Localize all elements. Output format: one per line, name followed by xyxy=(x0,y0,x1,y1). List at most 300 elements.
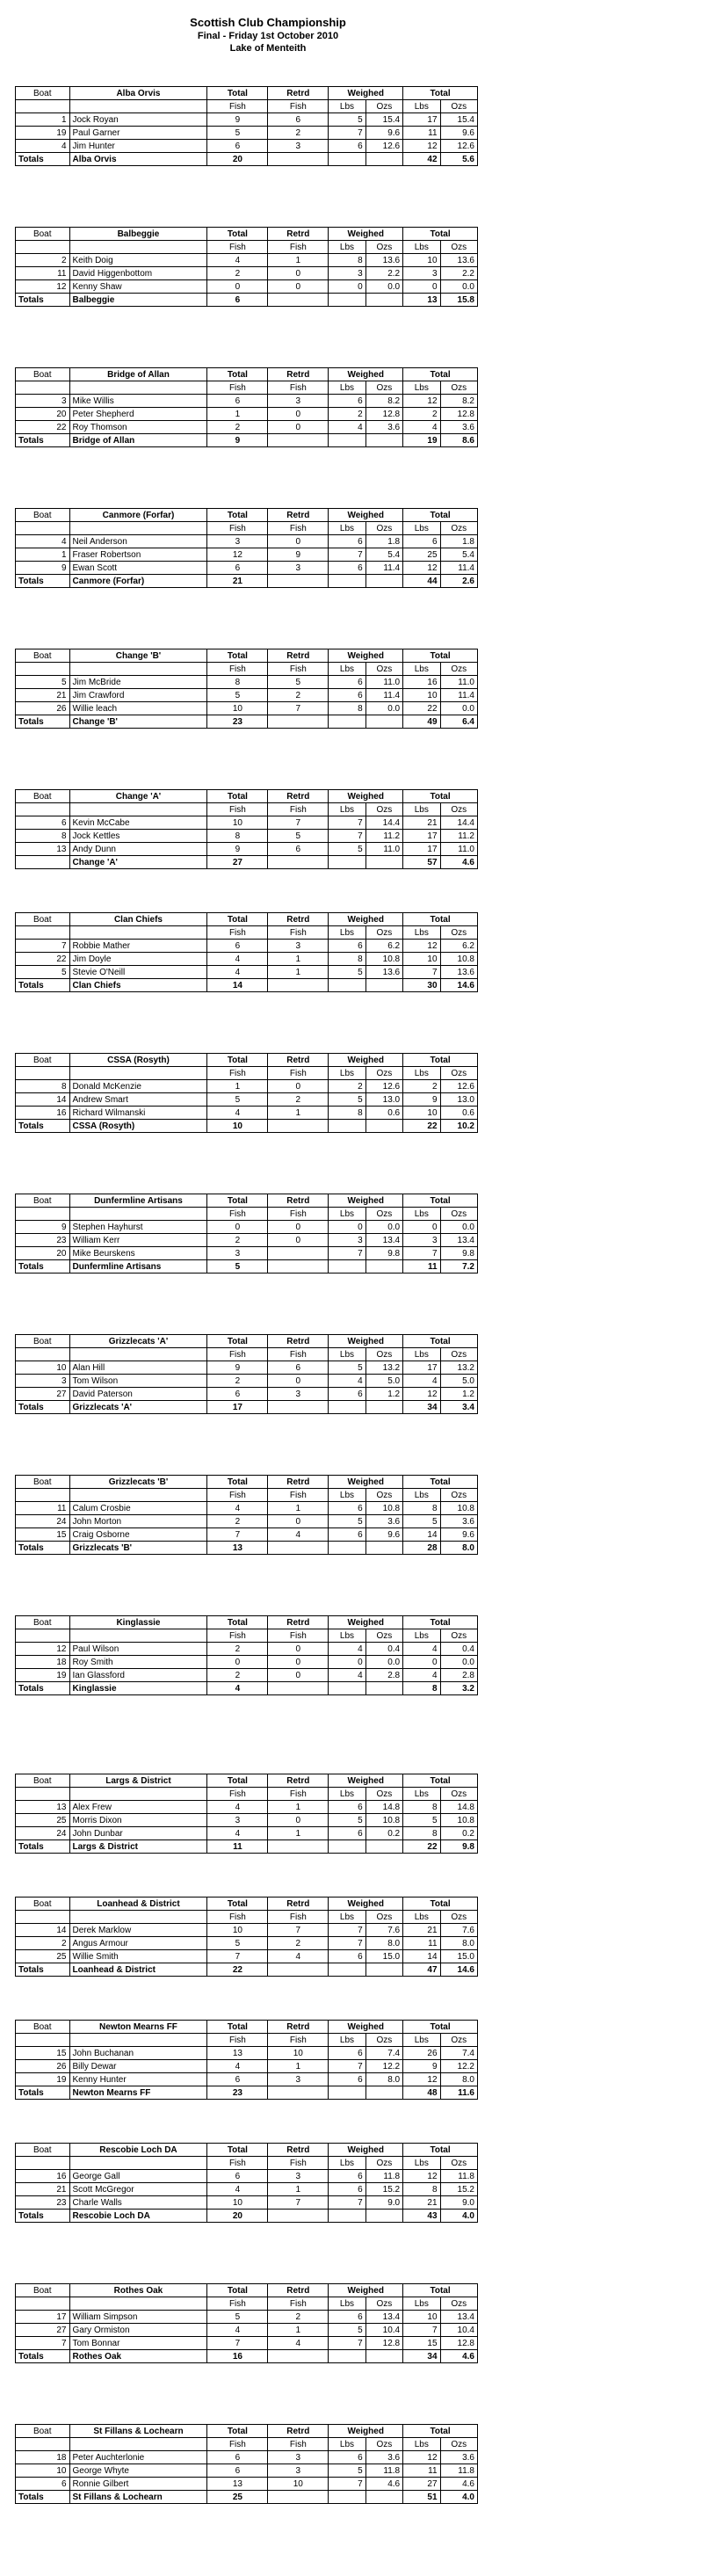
total-ozs: 12.8 xyxy=(440,408,477,421)
total-ozs: 8.2 xyxy=(440,395,477,408)
totals-club-name: Loanhead & District xyxy=(69,1963,207,1977)
fish-total: 0 xyxy=(207,1221,268,1234)
col-ozs-header: Ozs xyxy=(440,522,477,535)
blank-cell xyxy=(329,294,365,307)
weighed-ozs: 14.8 xyxy=(365,1801,402,1814)
angler-row xyxy=(16,1801,478,1814)
angler-row xyxy=(16,1375,478,1388)
club-table xyxy=(15,649,478,729)
weighed-ozs: 15.4 xyxy=(365,113,402,127)
angler-name: Ian Glassford xyxy=(69,1669,207,1682)
col-total-header: Total xyxy=(207,1774,268,1788)
fish-total: 8 xyxy=(207,676,268,689)
col-total-weight-header: Total xyxy=(403,1194,478,1208)
subheader-row xyxy=(16,1788,478,1801)
subheader-row xyxy=(16,522,478,535)
angler-name: Craig Osborne xyxy=(69,1528,207,1542)
boat-number: 27 xyxy=(16,1388,70,1401)
col-fish-header: Fish xyxy=(268,926,329,940)
weighed-ozs: 12.6 xyxy=(365,1080,402,1093)
subheader-row xyxy=(16,663,478,676)
weighed-ozs: 11.8 xyxy=(365,2170,402,2183)
weighed-ozs: 12.6 xyxy=(365,140,402,153)
angler-name: David Higgenbottom xyxy=(69,267,207,280)
fish-returned: 1 xyxy=(268,2324,329,2337)
total-lbs: 4 xyxy=(403,421,440,434)
col-ozs-header: Ozs xyxy=(365,803,402,816)
total-lbs: 12 xyxy=(403,562,440,575)
weighed-lbs: 4 xyxy=(329,1669,365,1682)
blank-cell xyxy=(69,1788,207,1801)
header-row xyxy=(16,1335,478,1348)
angler-name: Ronnie Gilbert xyxy=(69,2478,207,2491)
angler-name: Jock Kettles xyxy=(69,830,207,843)
blank-cell xyxy=(268,715,329,729)
weighed-lbs: 8 xyxy=(329,702,365,715)
fish-returned: 2 xyxy=(268,2311,329,2324)
club-table xyxy=(15,789,478,869)
angler-name: Jim McBride xyxy=(69,676,207,689)
col-lbs-header: Lbs xyxy=(329,1489,365,1502)
fish-total: 5 xyxy=(207,1093,268,1107)
blank-cell xyxy=(329,153,365,166)
club-name: Bridge of Allan xyxy=(69,368,207,381)
col-total-weight-header: Total xyxy=(403,509,478,522)
blank-cell xyxy=(365,1542,402,1555)
blank-cell xyxy=(329,1682,365,1695)
totals-lbs: 44 xyxy=(403,575,440,588)
angler-row xyxy=(16,1388,478,1401)
total-ozs: 9.0 xyxy=(440,2196,477,2210)
angler-row xyxy=(16,1247,478,1260)
total-ozs: 9.8 xyxy=(440,1247,477,1260)
angler-row xyxy=(16,1221,478,1234)
col-lbs-header: Lbs xyxy=(403,100,440,113)
boat-number: 10 xyxy=(16,1361,70,1375)
blank-cell xyxy=(69,1629,207,1643)
header-row xyxy=(16,2021,478,2034)
blank-cell xyxy=(69,663,207,676)
weighed-lbs: 0 xyxy=(329,1221,365,1234)
col-lbs-header: Lbs xyxy=(403,1348,440,1361)
col-weighed-header: Weighed xyxy=(329,368,403,381)
angler-row xyxy=(16,1361,478,1375)
weighed-lbs: 6 xyxy=(329,689,365,702)
col-lbs-header: Lbs xyxy=(329,1911,365,1924)
col-fish-header: Fish xyxy=(207,926,268,940)
col-fish-header: Fish xyxy=(207,522,268,535)
col-weighed-header: Weighed xyxy=(329,87,403,100)
blank-cell xyxy=(268,294,329,307)
total-ozs: 11.4 xyxy=(440,562,477,575)
col-total-header: Total xyxy=(207,87,268,100)
totals-ozs: 8.0 xyxy=(440,1542,477,1555)
blank-cell xyxy=(69,2157,207,2170)
weighed-lbs: 7 xyxy=(329,2478,365,2491)
total-lbs: 7 xyxy=(403,1247,440,1260)
blank-cell xyxy=(268,153,329,166)
fish-returned: 5 xyxy=(268,830,329,843)
totals-label: Totals xyxy=(16,294,70,307)
boat-number: 22 xyxy=(16,953,70,966)
fish-total: 4 xyxy=(207,966,268,979)
boat-number: 11 xyxy=(16,1502,70,1515)
col-weighed-header: Weighed xyxy=(329,2144,403,2157)
totals-label: Totals xyxy=(16,2350,70,2363)
blank-cell xyxy=(268,2210,329,2223)
weighed-ozs: 10.8 xyxy=(365,1814,402,1827)
subheader-row xyxy=(16,1911,478,1924)
total-ozs: 12.6 xyxy=(440,140,477,153)
totals-club-name: Change 'B' xyxy=(69,715,207,729)
angler-row xyxy=(16,1827,478,1840)
weighed-lbs: 4 xyxy=(329,1375,365,1388)
total-ozs: 7.4 xyxy=(440,2047,477,2060)
col-total-header: Total xyxy=(207,1194,268,1208)
col-ozs-header: Ozs xyxy=(365,522,402,535)
angler-name: David Paterson xyxy=(69,1388,207,1401)
col-fish-header: Fish xyxy=(207,1348,268,1361)
col-total-header: Total xyxy=(207,1054,268,1067)
totals-ozs: 4.6 xyxy=(440,2350,477,2363)
col-total-header: Total xyxy=(207,2144,268,2157)
col-weighed-header: Weighed xyxy=(329,913,403,926)
col-weighed-header: Weighed xyxy=(329,1774,403,1788)
col-retrd-header: Retrd xyxy=(268,1774,329,1788)
total-lbs: 10 xyxy=(403,1107,440,1120)
totals-ozs: 6.4 xyxy=(440,715,477,729)
fish-returned: 4 xyxy=(268,2337,329,2350)
header-row xyxy=(16,649,478,663)
totals-fish: 22 xyxy=(207,1963,268,1977)
weighed-lbs: 6 xyxy=(329,1528,365,1542)
blank-cell xyxy=(69,522,207,535)
angler-row xyxy=(16,1669,478,1682)
club-name: Change 'B' xyxy=(69,649,207,663)
weighed-lbs: 7 xyxy=(329,2060,365,2073)
col-fish-header: Fish xyxy=(207,1788,268,1801)
col-total-header: Total xyxy=(207,1898,268,1911)
total-lbs: 5 xyxy=(403,1515,440,1528)
fish-returned: 0 xyxy=(268,1080,329,1093)
weighed-lbs: 7 xyxy=(329,1924,365,1937)
angler-row xyxy=(16,816,478,830)
weighed-lbs: 5 xyxy=(329,1093,365,1107)
col-weighed-header: Weighed xyxy=(329,1898,403,1911)
weighed-lbs: 6 xyxy=(329,1502,365,1515)
totals-label: Totals xyxy=(16,2210,70,2223)
col-retrd-header: Retrd xyxy=(268,1335,329,1348)
totals-row xyxy=(16,1260,478,1273)
blank-cell xyxy=(329,1542,365,1555)
totals-club-name: Grizzlecats 'A' xyxy=(69,1401,207,1414)
col-lbs-header: Lbs xyxy=(403,522,440,535)
blank-cell xyxy=(69,1911,207,1924)
blank-cell xyxy=(16,100,70,113)
angler-name: Paul Garner xyxy=(69,127,207,140)
boat-number: 9 xyxy=(16,562,70,575)
totals-lbs: 11 xyxy=(403,1260,440,1273)
fish-returned: 1 xyxy=(268,254,329,267)
weighed-lbs: 0 xyxy=(329,280,365,294)
col-total-weight-header: Total xyxy=(403,1054,478,1067)
col-total-weight-header: Total xyxy=(403,790,478,803)
boat-number: 7 xyxy=(16,940,70,953)
total-lbs: 4 xyxy=(403,1669,440,1682)
totals-lbs: 8 xyxy=(403,1682,440,1695)
boat-number: 3 xyxy=(16,1375,70,1388)
totals-row xyxy=(16,1682,478,1695)
weighed-ozs: 15.2 xyxy=(365,2183,402,2196)
col-fish-header: Fish xyxy=(268,1911,329,1924)
subheader-row xyxy=(16,2157,478,2170)
col-total-header: Total xyxy=(207,1616,268,1629)
col-total-header: Total xyxy=(207,649,268,663)
total-ozs: 9.6 xyxy=(440,1528,477,1542)
col-total-weight-header: Total xyxy=(403,87,478,100)
fish-returned: 0 xyxy=(268,408,329,421)
weighed-lbs: 6 xyxy=(329,2451,365,2464)
angler-row xyxy=(16,1924,478,1937)
boat-number: 1 xyxy=(16,548,70,562)
weighed-lbs: 6 xyxy=(329,535,365,548)
weighed-ozs: 14.4 xyxy=(365,816,402,830)
col-boat-header: Boat xyxy=(16,228,70,241)
weighed-ozs: 8.2 xyxy=(365,395,402,408)
boat-number: 23 xyxy=(16,2196,70,2210)
blank-cell xyxy=(329,2210,365,2223)
angler-name: John Buchanan xyxy=(69,2047,207,2060)
club-table xyxy=(15,1774,478,1854)
col-total-header: Total xyxy=(207,790,268,803)
fish-total: 4 xyxy=(207,2324,268,2337)
fish-total: 5 xyxy=(207,689,268,702)
boat-number: 25 xyxy=(16,1814,70,1827)
total-lbs: 11 xyxy=(403,127,440,140)
totals-label: Totals xyxy=(16,2086,70,2100)
weighed-ozs: 11.4 xyxy=(365,562,402,575)
col-fish-header: Fish xyxy=(207,2438,268,2451)
header-row xyxy=(16,913,478,926)
col-boat-header: Boat xyxy=(16,1616,70,1629)
col-ozs-header: Ozs xyxy=(440,1788,477,1801)
blank-cell xyxy=(16,1629,70,1643)
fish-total: 2 xyxy=(207,1375,268,1388)
col-ozs-header: Ozs xyxy=(365,2438,402,2451)
angler-row xyxy=(16,548,478,562)
club-table xyxy=(15,1053,478,1133)
col-total-weight-header: Total xyxy=(403,1774,478,1788)
fish-total: 10 xyxy=(207,816,268,830)
total-ozs: 2.8 xyxy=(440,1669,477,1682)
total-lbs: 6 xyxy=(403,535,440,548)
weighed-lbs: 6 xyxy=(329,140,365,153)
blank-cell xyxy=(16,2297,70,2311)
totals-label: Totals xyxy=(16,1840,70,1854)
totals-row xyxy=(16,715,478,729)
blank-cell xyxy=(268,434,329,447)
blank-cell xyxy=(268,2086,329,2100)
total-ozs: 13.6 xyxy=(440,966,477,979)
totals-row xyxy=(16,2086,478,2100)
angler-name: William Simpson xyxy=(69,2311,207,2324)
totals-row xyxy=(16,1542,478,1555)
blank-cell xyxy=(69,2034,207,2047)
totals-lbs: 28 xyxy=(403,1542,440,1555)
weighed-lbs: 7 xyxy=(329,830,365,843)
totals-label: Totals xyxy=(16,1682,70,1695)
totals-row xyxy=(16,575,478,588)
blank-cell xyxy=(16,1067,70,1080)
fish-total: 2 xyxy=(207,267,268,280)
fish-returned: 1 xyxy=(268,953,329,966)
angler-row xyxy=(16,1528,478,1542)
angler-row xyxy=(16,395,478,408)
totals-row xyxy=(16,2210,478,2223)
subheader-row xyxy=(16,241,478,254)
col-lbs-header: Lbs xyxy=(403,1911,440,1924)
angler-row xyxy=(16,2196,478,2210)
totals-row xyxy=(16,434,478,447)
col-ozs-header: Ozs xyxy=(440,1911,477,1924)
boat-number: 22 xyxy=(16,421,70,434)
fish-total: 5 xyxy=(207,1937,268,1950)
weighed-ozs: 0.6 xyxy=(365,1107,402,1120)
boat-number: 20 xyxy=(16,408,70,421)
angler-name: Kevin McCabe xyxy=(69,816,207,830)
totals-row xyxy=(16,153,478,166)
col-lbs-header: Lbs xyxy=(329,241,365,254)
fish-total: 4 xyxy=(207,254,268,267)
blank-cell xyxy=(16,1208,70,1221)
total-lbs: 21 xyxy=(403,2196,440,2210)
total-ozs: 11.0 xyxy=(440,676,477,689)
fish-total: 6 xyxy=(207,395,268,408)
boat-number: 6 xyxy=(16,816,70,830)
fish-returned: 2 xyxy=(268,1093,329,1107)
total-ozs: 8.0 xyxy=(440,2073,477,2086)
blank-cell xyxy=(365,1840,402,1854)
report-subtitle: Final - Friday 1st October 2010 xyxy=(197,31,339,41)
col-boat-header: Boat xyxy=(16,1054,70,1067)
weighed-lbs: 7 xyxy=(329,1937,365,1950)
angler-name: Robbie Mather xyxy=(69,940,207,953)
blank-cell xyxy=(268,1963,329,1977)
col-lbs-header: Lbs xyxy=(403,1208,440,1221)
weighed-lbs: 6 xyxy=(329,940,365,953)
angler-row xyxy=(16,2170,478,2183)
weighed-ozs: 12.2 xyxy=(365,2060,402,2073)
angler-row xyxy=(16,2451,478,2464)
col-ozs-header: Ozs xyxy=(440,803,477,816)
weighed-ozs: 0.2 xyxy=(365,1827,402,1840)
totals-fish: 11 xyxy=(207,1840,268,1854)
col-ozs-header: Ozs xyxy=(365,926,402,940)
col-fish-header: Fish xyxy=(207,1208,268,1221)
angler-name: Charle Walls xyxy=(69,2196,207,2210)
total-lbs: 8 xyxy=(403,1827,440,1840)
col-lbs-header: Lbs xyxy=(403,926,440,940)
col-ozs-header: Ozs xyxy=(365,1489,402,1502)
total-lbs: 9 xyxy=(403,2060,440,2073)
col-total-weight-header: Total xyxy=(403,228,478,241)
col-boat-header: Boat xyxy=(16,1898,70,1911)
col-fish-header: Fish xyxy=(207,241,268,254)
col-total-weight-header: Total xyxy=(403,2425,478,2438)
weighed-lbs: 5 xyxy=(329,1814,365,1827)
blank-cell xyxy=(69,1489,207,1502)
col-lbs-header: Lbs xyxy=(329,1348,365,1361)
fish-total: 6 xyxy=(207,2451,268,2464)
col-boat-header: Boat xyxy=(16,790,70,803)
blank-cell xyxy=(16,663,70,676)
fish-returned: 0 xyxy=(268,1375,329,1388)
blank-cell xyxy=(329,2491,365,2504)
col-fish-header: Fish xyxy=(207,803,268,816)
col-fish-header: Fish xyxy=(207,663,268,676)
col-boat-header: Boat xyxy=(16,87,70,100)
weighed-lbs: 5 xyxy=(329,843,365,856)
totals-fish: 9 xyxy=(207,434,268,447)
col-fish-header: Fish xyxy=(207,2034,268,2047)
total-lbs: 14 xyxy=(403,1950,440,1963)
angler-row xyxy=(16,1937,478,1950)
boat-number: 5 xyxy=(16,966,70,979)
weighed-ozs: 10.8 xyxy=(365,953,402,966)
col-weighed-header: Weighed xyxy=(329,649,403,663)
col-total-header: Total xyxy=(207,2284,268,2297)
fish-total: 13 xyxy=(207,2478,268,2491)
header-row xyxy=(16,2425,478,2438)
boat-number: 19 xyxy=(16,1669,70,1682)
weighed-lbs: 8 xyxy=(329,953,365,966)
total-ozs: 0.0 xyxy=(440,1221,477,1234)
boat-number: 13 xyxy=(16,1801,70,1814)
fish-returned: 1 xyxy=(268,2183,329,2196)
fish-returned: 2 xyxy=(268,127,329,140)
total-ozs: 15.4 xyxy=(440,113,477,127)
totals-club-name: St Fillans & Lochearn xyxy=(69,2491,207,2504)
total-lbs: 10 xyxy=(403,254,440,267)
fish-returned: 0 xyxy=(268,280,329,294)
header-row xyxy=(16,368,478,381)
weighed-ozs: 9.6 xyxy=(365,127,402,140)
fish-returned: 0 xyxy=(268,1643,329,1656)
angler-row xyxy=(16,689,478,702)
total-lbs: 3 xyxy=(403,1234,440,1247)
fish-returned: 0 xyxy=(268,1221,329,1234)
total-lbs: 10 xyxy=(403,689,440,702)
weighed-lbs: 6 xyxy=(329,2183,365,2196)
subheader-row xyxy=(16,1629,478,1643)
weighed-lbs: 5 xyxy=(329,113,365,127)
weighed-lbs: 5 xyxy=(329,1515,365,1528)
angler-name: Calum Crosbie xyxy=(69,1502,207,1515)
weighed-lbs: 7 xyxy=(329,816,365,830)
weighed-ozs: 11.2 xyxy=(365,830,402,843)
fish-returned: 3 xyxy=(268,2451,329,2464)
angler-name: Mike Beurskens xyxy=(69,1247,207,1260)
blank-cell xyxy=(329,1963,365,1977)
col-ozs-header: Ozs xyxy=(440,2438,477,2451)
blank-cell xyxy=(365,856,402,869)
col-weighed-header: Weighed xyxy=(329,509,403,522)
total-ozs: 12.6 xyxy=(440,1080,477,1093)
fish-total: 3 xyxy=(207,535,268,548)
fish-returned: 3 xyxy=(268,140,329,153)
boat-number: 10 xyxy=(16,2464,70,2478)
col-ozs-header: Ozs xyxy=(440,2157,477,2170)
